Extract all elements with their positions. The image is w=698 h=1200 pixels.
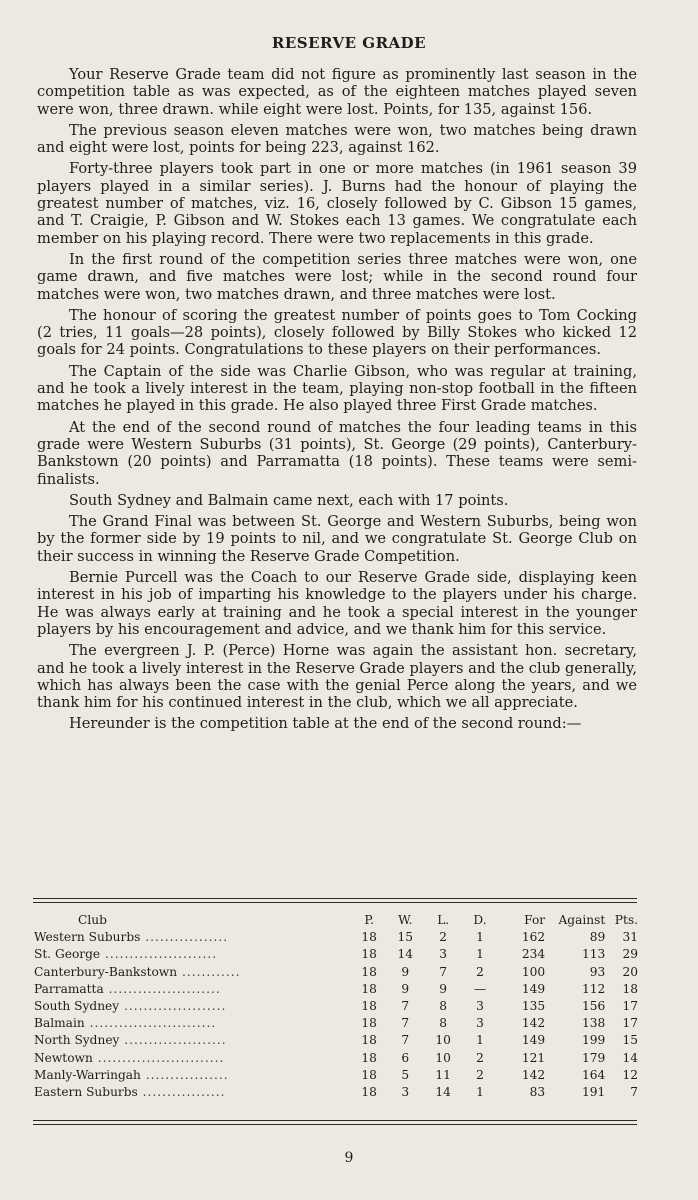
table-bottom-rule: [33, 1120, 637, 1121]
club-label: Parramatta: [34, 981, 104, 996]
lost-cell: 10: [435, 1033, 451, 1048]
paragraph: Your Reserve Grade team did not figure as prominently last season in the competition table as was expected, as of the eighteen matches played seven were won, three drawn. while eight were lost. Points, for 135, against 156.: [37, 66, 637, 118]
paragraph: South Sydney and Balmain came next, each with 17 points.: [69, 491, 509, 509]
played-cell: 18: [361, 1085, 377, 1100]
club-label: Eastern Suburbs: [34, 1085, 138, 1100]
paragraph: The evergreen J. P. (Perce) Horne was again the assistant hon. secretary, and he took a lively interest in the Reserve Grade players and the club generally, which has always been the case with the genial Perce along the years, and we thank him for his continued interest in the club, which we all appreciate.: [37, 642, 637, 712]
played-cell: 18: [361, 999, 377, 1014]
club-name: [34, 981, 352, 998]
club-label: Canterbury-Bankstown: [34, 964, 178, 979]
against-cell: 191: [582, 1085, 606, 1100]
table-row: [34, 929, 638, 946]
paragraph: Hereunder is the competition table at the end of the second round:—: [69, 715, 582, 733]
points-cell: 18: [622, 981, 638, 996]
table-row: [34, 964, 638, 981]
col-header-played: P.: [364, 913, 374, 927]
club-name: [34, 946, 352, 963]
paragraph: The previous season eleven matches were won, two matches being drawn and eight were lost, points for being 223, against 162.: [37, 121, 637, 157]
lost-cell: 7: [439, 964, 448, 979]
lost-cell: 2: [439, 930, 448, 945]
won-cell: 7: [401, 1033, 410, 1048]
table-row: [34, 1067, 638, 1084]
for-cell: 149: [521, 981, 546, 996]
col-header-drawn: D.: [473, 913, 487, 927]
lost-cell: 14: [435, 1085, 451, 1100]
won-cell: 3: [401, 1085, 410, 1100]
section-heading: RESERVE GRADE: [271, 34, 427, 52]
dot-leader: .................: [140, 930, 229, 945]
for-cell: 234: [521, 947, 546, 962]
paragraph: At the end of the second round of matches the four leading teams in this grade were Western Suburbs (31 points), St. George (29 points), Canterbury-Bankstown (20 points) and Parramatta (18 points). These teams were semi-finalists.: [37, 418, 637, 488]
club-label: North Sydney: [34, 1033, 120, 1048]
col-header-against: Against: [558, 913, 606, 927]
against-cell: 89: [589, 930, 606, 945]
against-cell: 93: [589, 964, 606, 979]
club-name: [34, 964, 352, 981]
played-cell: 18: [361, 1067, 377, 1082]
played-cell: 18: [361, 981, 377, 996]
club-name: [34, 929, 352, 946]
played-cell: 18: [361, 1050, 377, 1065]
won-cell: 14: [397, 947, 414, 962]
competition-table: [34, 912, 638, 1101]
dot-leader: .................: [140, 1067, 229, 1082]
club-label: South Sydney: [34, 999, 120, 1014]
drawn-cell: 2: [476, 964, 484, 979]
for-cell: 121: [521, 1050, 546, 1065]
dot-leader: .......................: [100, 947, 218, 962]
played-cell: 18: [361, 964, 377, 979]
dot-leader: .....................: [119, 1033, 227, 1048]
against-cell: 164: [582, 1067, 606, 1082]
club-name: [34, 998, 352, 1015]
against-cell: 112: [582, 981, 606, 996]
table-bottom-rule-inner: [33, 1124, 637, 1125]
col-header-points: Pts.: [614, 913, 638, 927]
table-row: [34, 946, 638, 963]
dot-leader: .....................: [119, 999, 227, 1014]
drawn-cell: 1: [476, 930, 484, 945]
col-header-club: Club: [78, 913, 107, 927]
paragraph: The honour of scoring the greatest number of points goes to Tom Cocking (2 tries, 11 goals—28 points), closely followed by Billy Stokes who kicked 12 goals for 24 points. Congratulations to these players on their performances.: [37, 306, 637, 359]
lost-cell: 10: [435, 1050, 451, 1065]
won-cell: 5: [401, 1067, 410, 1082]
club-name: [34, 1067, 352, 1084]
table-row: [34, 1032, 638, 1049]
table-row: [34, 981, 638, 998]
points-cell: 7: [630, 1085, 638, 1100]
won-cell: 6: [401, 1050, 410, 1065]
drawn-cell: —: [473, 981, 487, 996]
dot-leader: ............: [177, 964, 241, 979]
won-cell: 7: [401, 1016, 410, 1031]
points-cell: 15: [622, 1033, 638, 1048]
against-cell: 199: [582, 1033, 606, 1048]
club-name: [34, 1032, 352, 1049]
paragraph: The Captain of the side was Charlie Gibson, who was regular at training, and he took a lively interest in the team, playing non-stop football in the fifteen matches he played in this grade. He also played three First Grade matches.: [37, 362, 637, 415]
club-name: [34, 1015, 352, 1032]
club-label: Manly-Warringah: [34, 1067, 141, 1082]
points-cell: 17: [622, 999, 638, 1014]
lost-cell: 9: [439, 981, 448, 996]
drawn-cell: 1: [476, 947, 484, 962]
points-cell: 12: [622, 1067, 638, 1082]
for-cell: 135: [521, 999, 546, 1014]
points-cell: 31: [622, 930, 638, 945]
table-header-row: [34, 912, 638, 929]
drawn-cell: 1: [476, 1085, 484, 1100]
paragraph: Forty-three players took part in one or more matches (in 1961 season 39 players played in a similar series). J. Burns had the honour of playing the greatest number of matches, viz. 16, closely followed by C. Gibson 15 games, and T. Craigie, P. Gibson and W. Stokes each 13 games. We congratulate each member on his playing record. There were two replacements in this grade.: [37, 160, 637, 247]
lost-cell: 8: [439, 999, 448, 1014]
for-cell: 83: [529, 1085, 546, 1100]
against-cell: 113: [582, 947, 606, 962]
table-row: [34, 1015, 638, 1032]
paragraph: Bernie Purcell was the Coach to our Reserve Grade side, displaying keen interest in his job of imparting his knowledge to the players under his charge. He was always early at training and he took a special interest in the younger players by his encouragement and advice, and we thank him for this service.: [37, 569, 637, 638]
lost-cell: 11: [435, 1067, 451, 1082]
won-cell: 15: [397, 930, 414, 945]
paragraph: In the first round of the competition series three matches were won, one game drawn, and five matches were lost; while in the second round four matches were won, two matches drawn, and three matches were lost.: [37, 250, 637, 303]
won-cell: 9: [401, 981, 410, 996]
report-body: [37, 66, 637, 737]
played-cell: 18: [361, 1033, 377, 1048]
played-cell: 18: [361, 930, 377, 945]
points-cell: 20: [622, 964, 638, 979]
table-top-rule: [33, 898, 637, 899]
lost-cell: 3: [439, 947, 448, 962]
won-cell: 9: [401, 964, 410, 979]
club-label: St. George: [34, 947, 101, 962]
points-cell: 14: [622, 1050, 638, 1065]
points-cell: 29: [622, 947, 638, 962]
for-cell: 149: [521, 1033, 546, 1048]
drawn-cell: 3: [476, 1016, 484, 1031]
club-name: [34, 1084, 352, 1101]
dot-leader: ..........................: [92, 1050, 225, 1065]
drawn-cell: 2: [476, 1067, 484, 1082]
drawn-cell: 2: [476, 1050, 484, 1065]
club-name: [34, 1050, 352, 1067]
points-cell: 17: [622, 1016, 638, 1031]
against-cell: 138: [582, 1016, 606, 1031]
against-cell: 179: [582, 1050, 606, 1065]
table-row: [34, 1084, 638, 1101]
for-cell: 162: [521, 930, 546, 945]
club-label: Balmain: [34, 1016, 85, 1031]
col-header-won: W.: [398, 913, 413, 927]
dot-leader: .................: [137, 1085, 226, 1100]
club-label: Newtown: [34, 1050, 93, 1065]
table-body: [34, 929, 638, 1101]
table-top-rule-inner: [33, 902, 637, 903]
col-header-for: For: [524, 913, 546, 927]
table-row: [34, 998, 638, 1015]
dot-leader: ..........................: [84, 1016, 217, 1031]
played-cell: 18: [361, 1016, 377, 1031]
for-cell: 142: [521, 1067, 546, 1082]
page-number: 9: [344, 1150, 354, 1166]
for-cell: 100: [521, 964, 546, 979]
won-cell: 7: [401, 999, 410, 1014]
club-label: Western Suburbs: [34, 930, 141, 945]
drawn-cell: 1: [476, 1033, 484, 1048]
played-cell: 18: [361, 947, 377, 962]
for-cell: 142: [521, 1016, 546, 1031]
col-header-lost: L.: [437, 913, 450, 927]
against-cell: 156: [582, 999, 606, 1014]
paragraph: The Grand Final was between St. George and Western Suburbs, being won by the former side by 19 points to nil, and we congratulate St. George Club on their success in winning the Reserve Grade Competition.: [37, 513, 637, 565]
table-row: [34, 1050, 638, 1067]
drawn-cell: 3: [476, 999, 484, 1014]
lost-cell: 8: [439, 1016, 448, 1031]
dot-leader: .......................: [103, 981, 221, 996]
